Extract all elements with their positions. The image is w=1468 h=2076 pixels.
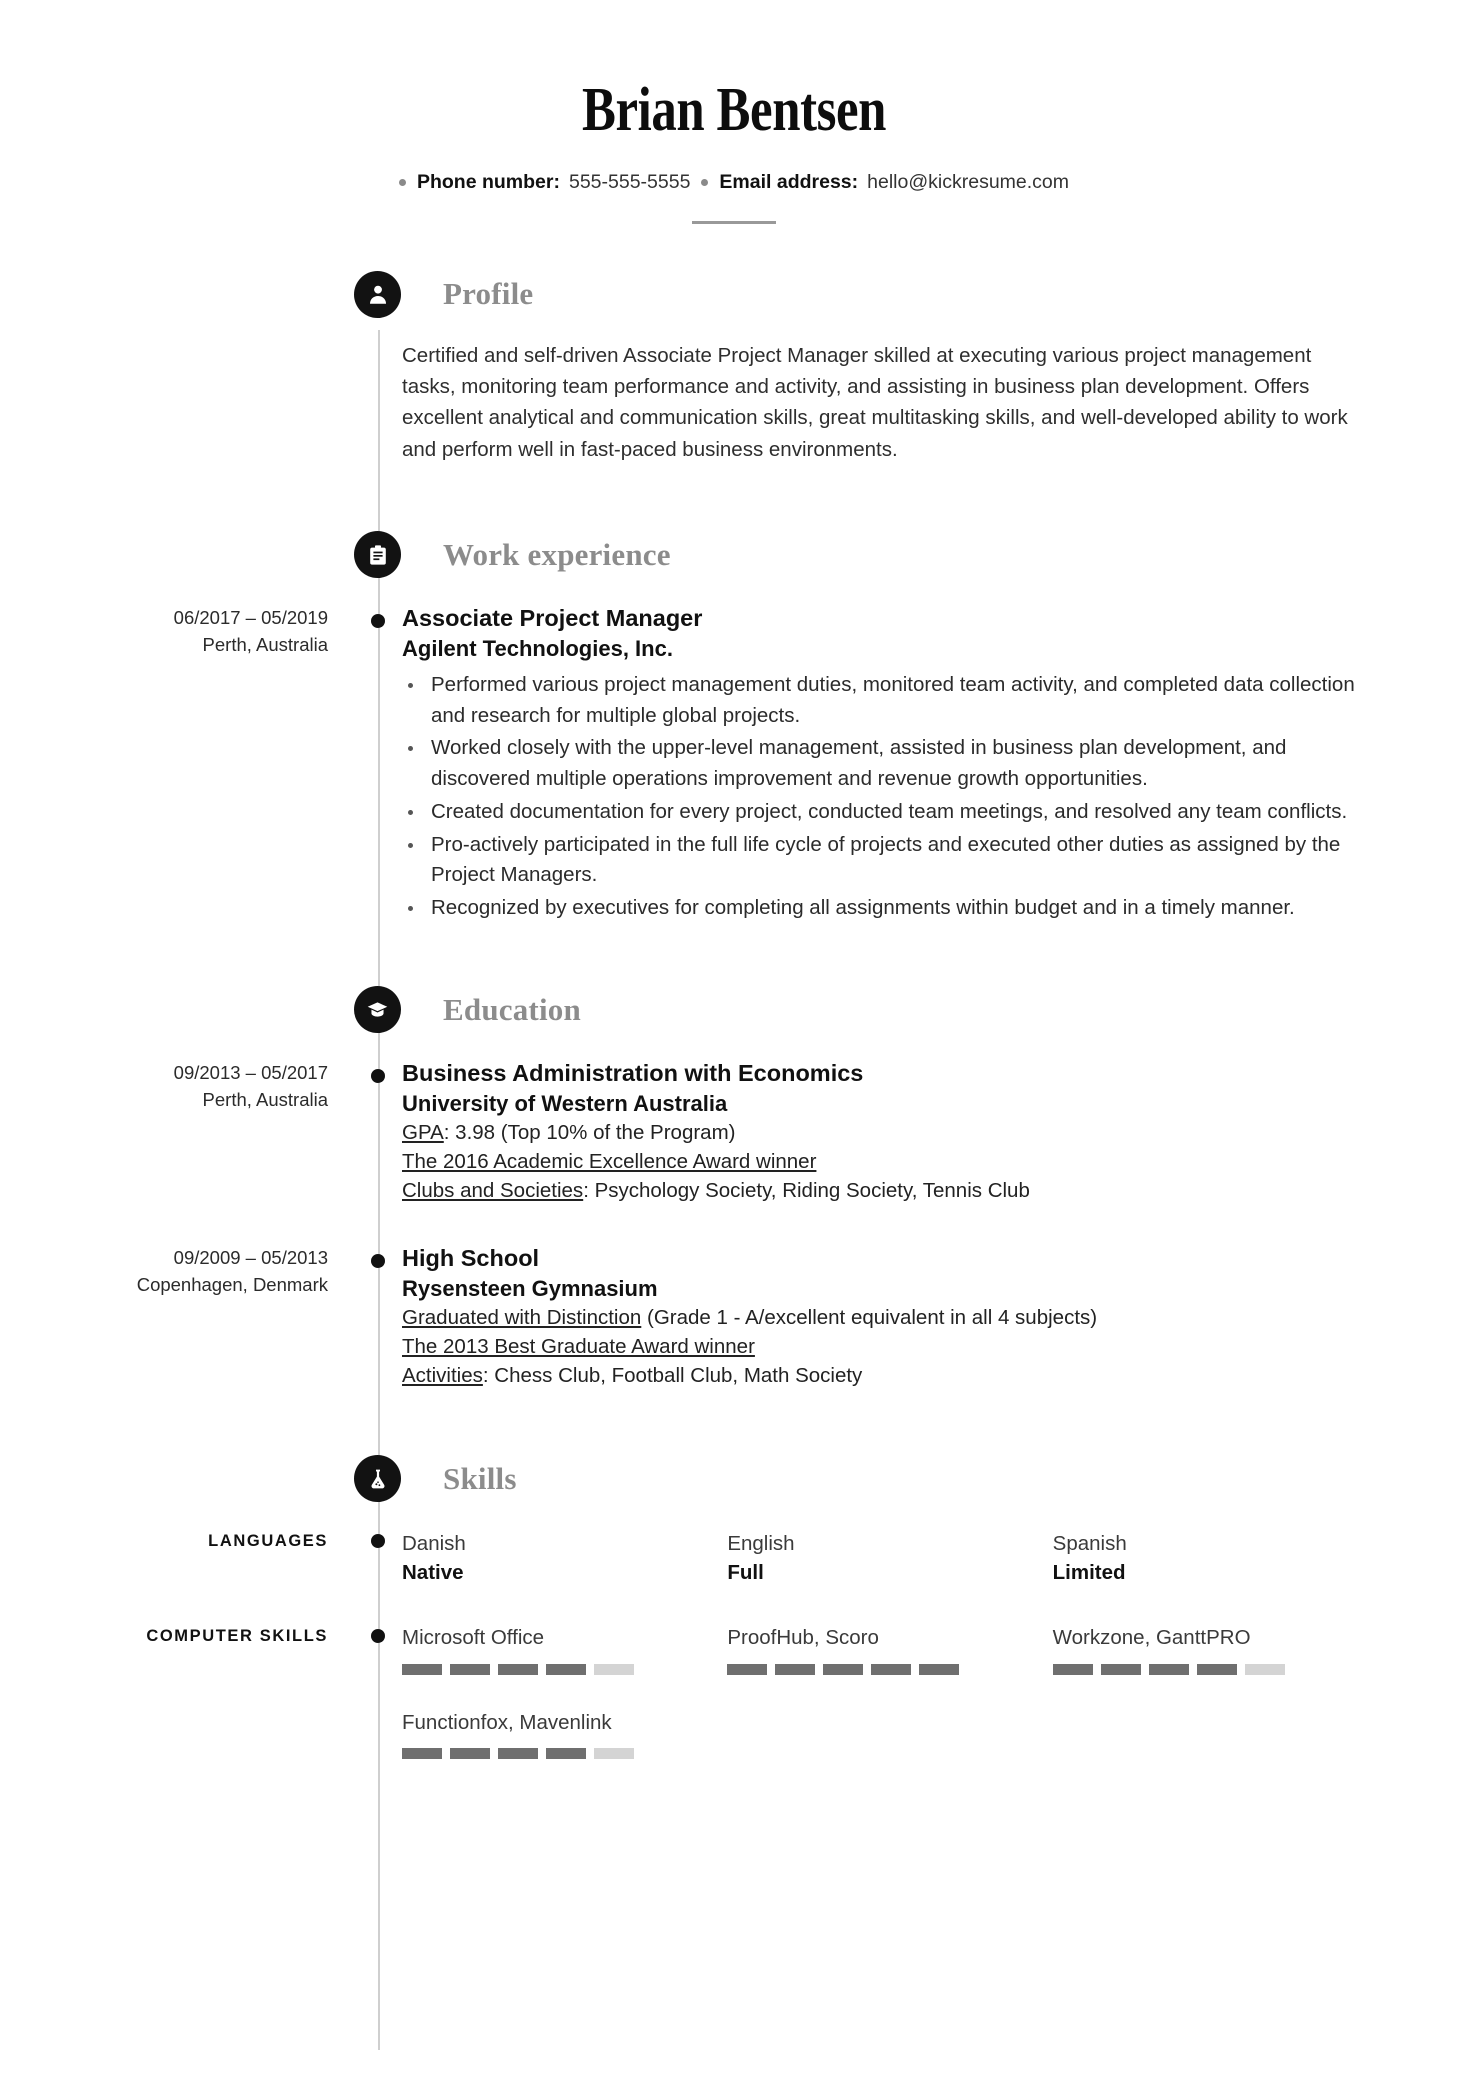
timeline-dot: [371, 1254, 385, 1268]
timeline-dot: [371, 1534, 385, 1548]
profile-entry: [0, 340, 1468, 465]
work-entry: [0, 603, 1468, 926]
education-detail-label: GPA: [402, 1120, 444, 1144]
work-heading: [354, 531, 1468, 579]
rating-segment: [823, 1664, 863, 1675]
education-school: University of Western Australia: [402, 1090, 728, 1116]
email-label: Email address:: [719, 171, 859, 194]
education-detail: [402, 1361, 1358, 1390]
education-detail-label: Clubs and Societies: [402, 1179, 584, 1203]
education-dates: 09/2009 – 05/2013: [173, 1247, 328, 1269]
work-entry-dates: 06/2017 – 05/2019: [173, 606, 328, 628]
list-item: Worked closely with the upper-level management, assisted in business plan development, and discovered multiple operations improvement and revenue growth opportunities.: [402, 733, 1358, 795]
flask-icon: [354, 1455, 401, 1502]
computer-skill-item: [1053, 1624, 1378, 1675]
profile-title: Profile: [443, 276, 534, 312]
profile-text: Certified and self-driven Associate Project Manager skilled at executing various project management tasks, monitoring team performance and activity, and assisting in business plan development. Offers excellent analytical and communication skills, great multitasking skills, and well-developed ability to work and perform well in fast-paced business environments.: [402, 344, 1348, 461]
rating-segment: [1149, 1664, 1189, 1675]
rating-segment: [594, 1748, 634, 1759]
skills-computer-row-2: [0, 1709, 1468, 1760]
computer-skill-name: ProofHub, Scoro: [727, 1625, 879, 1649]
phone-label: Phone number:: [416, 171, 560, 194]
work-position: Associate Project Manager: [402, 604, 703, 631]
skill-rating-bar: [402, 1748, 634, 1759]
profile-heading: [354, 270, 1468, 318]
computer-skill-name: Microsoft Office: [402, 1625, 545, 1649]
section-skills: [0, 1455, 1468, 1760]
education-degree: High School: [402, 1245, 540, 1272]
timeline-dot: [371, 1629, 385, 1643]
rating-segment: [450, 1748, 490, 1759]
skills-computer-row: [0, 1624, 1468, 1675]
section-education: [0, 986, 1468, 1391]
timeline-dot: [371, 614, 385, 628]
resume-header: [0, 0, 1468, 224]
rating-segment: [775, 1664, 815, 1675]
education-entry-1: [0, 1058, 1468, 1205]
language-name: English: [727, 1531, 795, 1555]
header-divider: [692, 221, 776, 224]
computer-skill-item: [727, 1624, 1052, 1675]
education-location: Perth, Australia: [202, 1088, 328, 1110]
education-detail: [402, 1303, 1358, 1332]
rating-segment: [498, 1664, 538, 1675]
language-level: Limited: [1052, 1561, 1126, 1585]
language-level: Native: [402, 1561, 464, 1585]
skill-rating-bar: [402, 1664, 634, 1675]
education-location: Copenhagen, Denmark: [136, 1273, 328, 1295]
bullet-separator-icon: [399, 179, 406, 186]
rating-segment: [594, 1664, 634, 1675]
languages-label: LANGUAGES: [208, 1531, 328, 1550]
page-title: Brian Bentsen: [582, 76, 886, 144]
language-name: Spanish: [1052, 1531, 1127, 1555]
rating-segment: [402, 1748, 442, 1759]
rating-segment: [727, 1664, 767, 1675]
education-detail: [402, 1176, 1358, 1205]
computer-skills-label: COMPUTER SKILLS: [146, 1626, 328, 1645]
email-value: hello@kickresume.com: [867, 171, 1070, 194]
languages-columns: [402, 1529, 1468, 1588]
language-level: Full: [727, 1561, 764, 1585]
education-detail-value: (Grade 1 - A/excellent equivalent in all 4 subjects): [641, 1306, 1098, 1330]
education-detail: [402, 1118, 1358, 1147]
rating-segment: [871, 1664, 911, 1675]
education-title: Education: [443, 991, 581, 1027]
work-entry-location: Perth, Australia: [202, 633, 328, 655]
language-item: [727, 1529, 1052, 1588]
rating-segment: [546, 1748, 586, 1759]
rating-segment: [1053, 1664, 1093, 1675]
bullet-separator-icon-2: [701, 179, 708, 186]
education-school: Rysensteen Gymnasium: [402, 1276, 658, 1302]
rating-segment: [1101, 1664, 1141, 1675]
rating-segment: [1245, 1664, 1285, 1675]
education-entry-2-meta: [0, 1243, 354, 1299]
rating-segment: [1197, 1664, 1237, 1675]
skills-heading: [354, 1455, 1468, 1503]
list-item: Performed various project management duties, monitored team activity, and completed data collection and research for multiple global projects.: [402, 670, 1358, 732]
education-entry-1-meta: [0, 1058, 354, 1114]
rating-segment: [546, 1664, 586, 1675]
education-detail: [402, 1147, 1358, 1176]
education-dates: 09/2013 – 05/2017: [173, 1061, 328, 1083]
phone-value: 555-555-5555: [568, 171, 691, 194]
rating-segment: [919, 1664, 959, 1675]
work-company: Agilent Technologies, Inc.: [402, 635, 673, 661]
contact-line: [0, 171, 1468, 194]
briefcase-icon: [354, 531, 401, 578]
person-icon: [354, 271, 401, 318]
list-item: Recognized by executives for completing all assignments within budget and in a timely manner.: [402, 893, 1358, 924]
section-profile: [0, 270, 1468, 465]
work-bullet-list: [402, 670, 1358, 924]
computer-skill-item: [402, 1624, 727, 1675]
computer-skills-columns: [402, 1624, 1468, 1675]
skill-rating-bar: [1053, 1664, 1285, 1675]
skills-languages-row: [0, 1529, 1468, 1588]
rating-segment: [498, 1748, 538, 1759]
computer-skill-name: Functionfox, Mavenlink: [402, 1710, 612, 1734]
graduation-cap-icon: [354, 986, 401, 1033]
language-item: [402, 1529, 727, 1588]
education-detail-label: The 2016 Academic Excellence Award winner: [402, 1149, 817, 1173]
computer-skill-name: Workzone, GanttPRO: [1052, 1625, 1251, 1649]
education-detail-value: : Chess Club, Football Club, Math Society: [482, 1364, 863, 1388]
education-degree: Business Administration with Economics: [402, 1059, 864, 1086]
work-title: Work experience: [443, 536, 671, 572]
language-item: [1053, 1529, 1378, 1588]
education-detail-value: : 3.98 (Top 10% of the Program): [443, 1120, 736, 1144]
work-entry-meta: [0, 603, 354, 659]
computer-skill-item: [402, 1709, 727, 1760]
section-work-experience: [0, 531, 1468, 926]
education-detail-value: : Psychology Society, Riding Society, Tennis Club: [583, 1179, 1030, 1203]
skills-title: Skills: [443, 1460, 517, 1496]
list-item: Pro-actively participated in the full life cycle of projects and executed other duties as assigned by the Project Managers.: [402, 830, 1358, 892]
education-detail-label: Activities: [402, 1364, 483, 1388]
timeline-dot: [371, 1069, 385, 1083]
computer-skills-columns-2: [402, 1709, 1468, 1760]
language-name: Danish: [402, 1531, 466, 1555]
list-item: Created documentation for every project, conducted team meetings, and resolved any team conflicts.: [402, 797, 1358, 828]
education-detail-label: The 2013 Best Graduate Award winner: [402, 1335, 755, 1359]
education-entry-2: [0, 1243, 1468, 1390]
education-detail-label: Graduated with Distinction: [402, 1306, 642, 1330]
education-heading: [354, 986, 1468, 1034]
rating-segment: [450, 1664, 490, 1675]
education-detail: [402, 1332, 1358, 1361]
skill-rating-bar: [727, 1664, 959, 1675]
rating-segment: [402, 1664, 442, 1675]
